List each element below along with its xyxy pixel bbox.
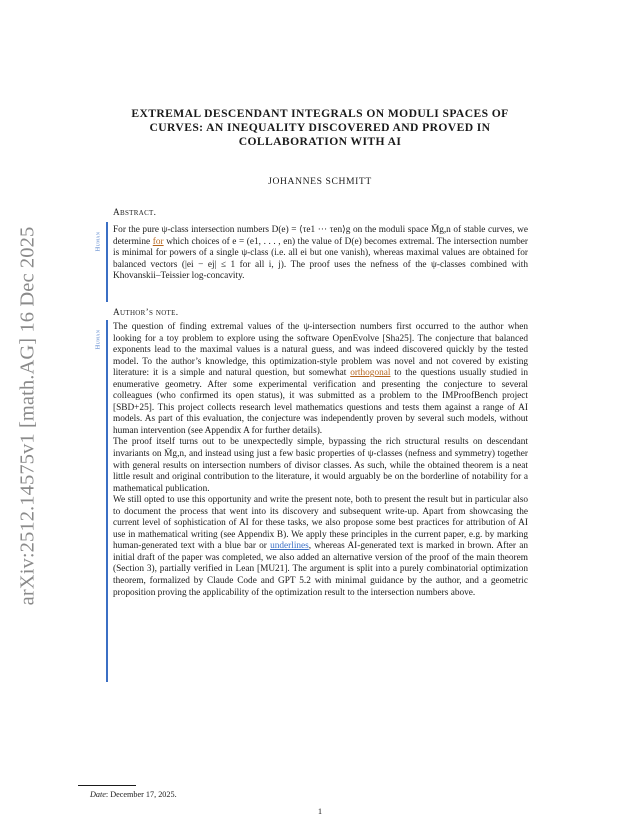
abstract-paragraph: For the pure ψ-class intersection numbers D(e) = ⟨τe1 ··· τen⟩g on the moduli space M̄g,n of stable curves, we determine for which choices of e = (e1, . . . , en) the value of D(e) becomes extremal. The intersection number is minimal for powers of a single ψ-class (i.e. all ei but one vanish), whereas maximal values are obtained for balanced vectors (|ei − ej| ≤ 1 for all i, j). The proof uses the nefness of the ψ-classes combined with Khovanskii–Teissier log-concavity. (113, 225, 528, 282)
footnote-label: Date (90, 790, 106, 799)
human-underline-word: underlines (270, 541, 309, 552)
human-tag-abstract: Human (94, 231, 102, 252)
abstract-heading: Abstract. (113, 208, 157, 218)
ai-marked-word: orthogonal (350, 368, 391, 379)
arxiv-identifier-text: arXiv:2512.14575v1 [math.AG] 16 Dec 2025 (16, 226, 39, 606)
note-paragraph-2: The proof itself turns out to be unexpectedly simple, bypassing the rich structural results on descendant invariants on M̄g,n, and instead using just a few basic properties of ψ-classes (nefness and symmetry) together with general results on intersection numbers of divisor classes. As such, while the obtained theorem is a neat little result and original contribution to the literature, it would arguably be on the borderline of notability for a mathematical publication. (113, 437, 528, 494)
footnote-text: : December 17, 2025. (105, 790, 177, 799)
page-number: 1 (317, 806, 323, 816)
note-paragraph-3: We still opted to use this opportunity and write the present note, both to present the result but in particular also to document the process that went into its discovery and subsequent write-up. Apart from showcasing the current level of sophistication of AI for these tasks, we also propose some best practices for attribution of AI use in mathematical writing (see Appendix B). We apply these principles in the current paper, e.g. by marking human-generated text with a blue bar or underlines, whereas AI-generated text is marked in brown. After an initial draft of the paper was completed, we also added an alternative version of the proof of the main theorem (Section 3), partially verified in Lean [MU21]. The argument is split into a purely combinatorial optimization theorem, formalized by Claude Code and GPT 5.2 with minimal guidance by the author, and a geometric proposition proving the applicability of the optimization result to the intersection numbers above. (113, 495, 528, 598)
human-marker-bar (106, 320, 108, 682)
abstract-text (113, 225, 528, 283)
human-marker-bar (106, 222, 108, 302)
human-tag-note: Human (94, 329, 102, 350)
date-footnote (90, 790, 177, 799)
title-line: CURVES: AN INEQUALITY DISCOVERED AND PROVED IN (149, 121, 491, 134)
author-name: JOHANNES SCHMITT (268, 176, 372, 187)
paper-title (90, 107, 550, 149)
ai-marked-word: for (152, 236, 164, 247)
authors-note-text (113, 322, 528, 599)
note-paragraph-1: The question of finding extremal values of the ψ-intersection numbers first occurred to the author when looking for a toy problem to explore using the software OpenEvolve [Sha25]. The conjecture that balanced exponents lead to the maximal values is a natural guess, and was indeed discovered quickly by the tested model. To the author’s knowledge, this optimization-style problem was novel and not covered by existing literature: it is a simple and natural question, but somewhat orthogonal to the questions usually studied in enumerative geometry. After some experimental verification and presenting the conjecture to several colleagues (who confirmed its open status), it was submitted as a problem to the IMProofBench project [SBD+25]. This project collects research level mathematics questions and tests them against a range of AI models. As part of this evaluation, the conjecture was independently proven by several such models, without human intervention (see Appendix A for further details). (113, 322, 528, 436)
footnote-rule (78, 785, 136, 786)
title-line: COLLABORATION WITH AI (238, 135, 402, 148)
title-line: EXTREMAL DESCENDANT INTEGRALS ON MODULI SPACES OF (131, 107, 509, 120)
arxiv-identifier-stamp (8, 216, 48, 616)
authors-note-heading: Author’s note. (113, 308, 179, 318)
